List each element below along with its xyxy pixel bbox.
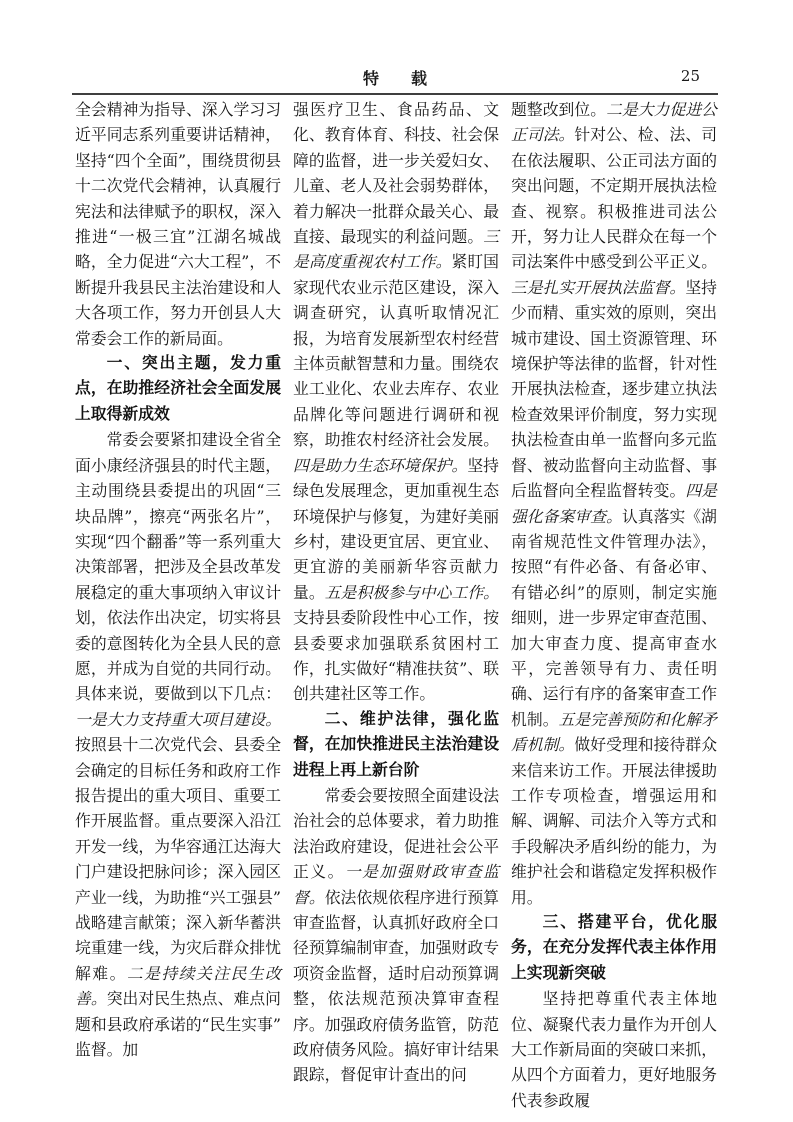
section-heading [511,910,717,986]
body-paragraph [293,783,499,1088]
section-heading [293,707,499,783]
emphasis-run: 五是完善预防和化解矛盾机制。 [511,709,717,755]
emphasis-run: 四是强化备案审查。 [511,481,717,526]
text-run: 强医疗卫生、食品药品、文化、教育体育、科技、社会保障的监督，进一步关爱妇女、儿童、老人及社会弱势群体，着力解决一批群众最关心、最直接、最现实的利益问题。 [293,100,499,247]
emphasis-run: 一是大力支持重大项目建设。 [75,709,281,729]
text-run: 坚持绿色发展理念，更加重视生态环境保护与修复，为建好美丽乡村，建设更宜居、更宜业、更宜游的美丽新华容贡献力量。 [293,455,499,602]
text-run: 题整改到位。 [511,100,607,119]
text-run: 紧盯国家现代农业示范区建设，深入调查研究，认真听取情况汇报，为培育发展新型农村经营主体贡献智慧和力量。围绕农业工业化、农业去库存、农业品牌化等问题进行调研和视察，助推农村经济社会发展。 [293,252,499,450]
text-run: 常委会要按照全面建设法治社会的总体要求，着力助推法治政府建设，促进社会公平正义。 [293,785,499,882]
text-run: 支持县委阶段性中心工作，按县委要求加强联系贫困村工作，扎实做好“精准扶贫”、联创共建社区等工作。 [293,608,499,704]
text-column-2 [293,97,499,1113]
text-run: 认真落实《湖南省规范性文件管理办法》，按照“有件必备、有备必审、有错必纠”的原则，制定实施细则，进一步界定审查范围、加大审查力度、提高审查水平，完善领导有力、责任明确、运行有序的备案审查工作机制。 [511,506,717,729]
section-heading [75,351,281,427]
body-paragraph [511,97,717,910]
emphasis-run: 三是高度重视农村工作。 [293,227,499,272]
text-run: 突出对民生热点、难点问题和县政府承诺的“民生实事”监督。加 [75,989,281,1060]
text-column-1 [75,97,281,1113]
body-paragraph [75,97,281,351]
text-columns [75,97,717,1113]
emphasis-run: 五是积极参与中心工作。 [324,582,499,602]
text-run: 依法依规依程序进行预算审查监督，认真抓好政府全口径预算编制审查，加强财政专项资金监督，适时启动预算调整，依法规范预决算审查程序。加强政府债务监管，防范政府债务风险。搞好审计结果跟踪，督促审计查出的问 [293,887,499,1085]
header-rule [72,93,718,95]
text-run: 三、搭建平台，优化服务，在充分发挥代表主体作用上实现新突破 [511,914,717,982]
text-run: 常委会要紧扣建设全省全面小康经济强县的时代主题，主动围绕县委提出的巩固“三块品牌”，擦亮“两张名片”，实现“四个翻番”等一系列重大决策部署，把涉及全县改革发展稳定的重大事项纳入审议计划，依法作出决定，切实将县委的意图转化为全县人民的意愿，并成为自觉的共同行动。具体来说，要做到以下几点： [75,430,281,704]
text-column-3 [511,97,717,1113]
text-run: 全会精神为指导、深入学习习近平同志系列重要讲话精神，坚持“四个全面”，围绕贯彻县十二次党代会精神，认真履行宪法和法律赋予的职权，深入推进“一极三宜”江湖名城战略，全力促进“六大工程”，不断提升我县民主法治建设和人大各项工作，努力开创县人大常委会工作的新局面。 [75,100,281,348]
emphasis-run: 四是助力生态环境保护。 [293,455,468,475]
page-number: 25 [680,67,700,85]
emphasis-run: 二是持续关注民生改善。 [75,963,281,1009]
body-paragraph [293,97,499,707]
page-header [72,66,718,90]
text-run: 按照县十二次党代会、县委全会确定的目标任务和政府工作报告提出的重大项目、重要工作开展监督。重点要深入沿江开发一线，为华容通江达海大门户建设把脉问诊；深入园区产业一线，为助推“兴工强县”战略建言献策；深入新华蓄洪垸重建一线，为灾后群众排忧解难。 [75,735,281,983]
text-run: 一、突出主题，发力重点，在助推经济社会全面发展上取得新成效 [75,355,281,423]
body-paragraph [75,427,281,1062]
body-paragraph [511,986,717,1113]
text-run: 坚持少而精、重实效的原则，突出城市建设、国土资源管理、环境保护等法律的监督，针对性开展执法检查，逐步建立执法检查效果评价制度，努力实现执法检查由单一监督向多元监督、被动监督向主动监督、事后监督向全程监督转变。 [511,277,717,501]
emphasis-run: 二是大力促进公正司法。 [511,100,717,145]
text-run: 坚持把尊重代表主体地位、凝聚代表力量作为开创人大工作新局面的突破口来抓，从四个方面着力，更好地服务代表参政履 [511,989,717,1110]
emphasis-run: 三是扎实开展执法监督。 [511,277,686,297]
text-run: 针对公、检、法、司在依法履职、公正司法方面的突出问题，不定期开展执法检查、视察。积极推进司法公开，努力让人民群众在每一个司法案件中感受到公平正义。 [511,125,717,272]
text-run: 做好受理和接待群众来信来访工作。开展法律援助工作专项检查，增强运用和解、调解、司法介入等方式和手段解决矛盾纠纷的能力，为维护社会和谐稳定发挥积极作用。 [511,735,717,907]
emphasis-run: 一是加强财政审查监督。 [293,862,499,907]
text-run: 二、维护法律，强化监督，在加快推进民主法治建设进程上再上新台阶 [293,710,499,779]
running-head: 特 载 [362,69,427,88]
